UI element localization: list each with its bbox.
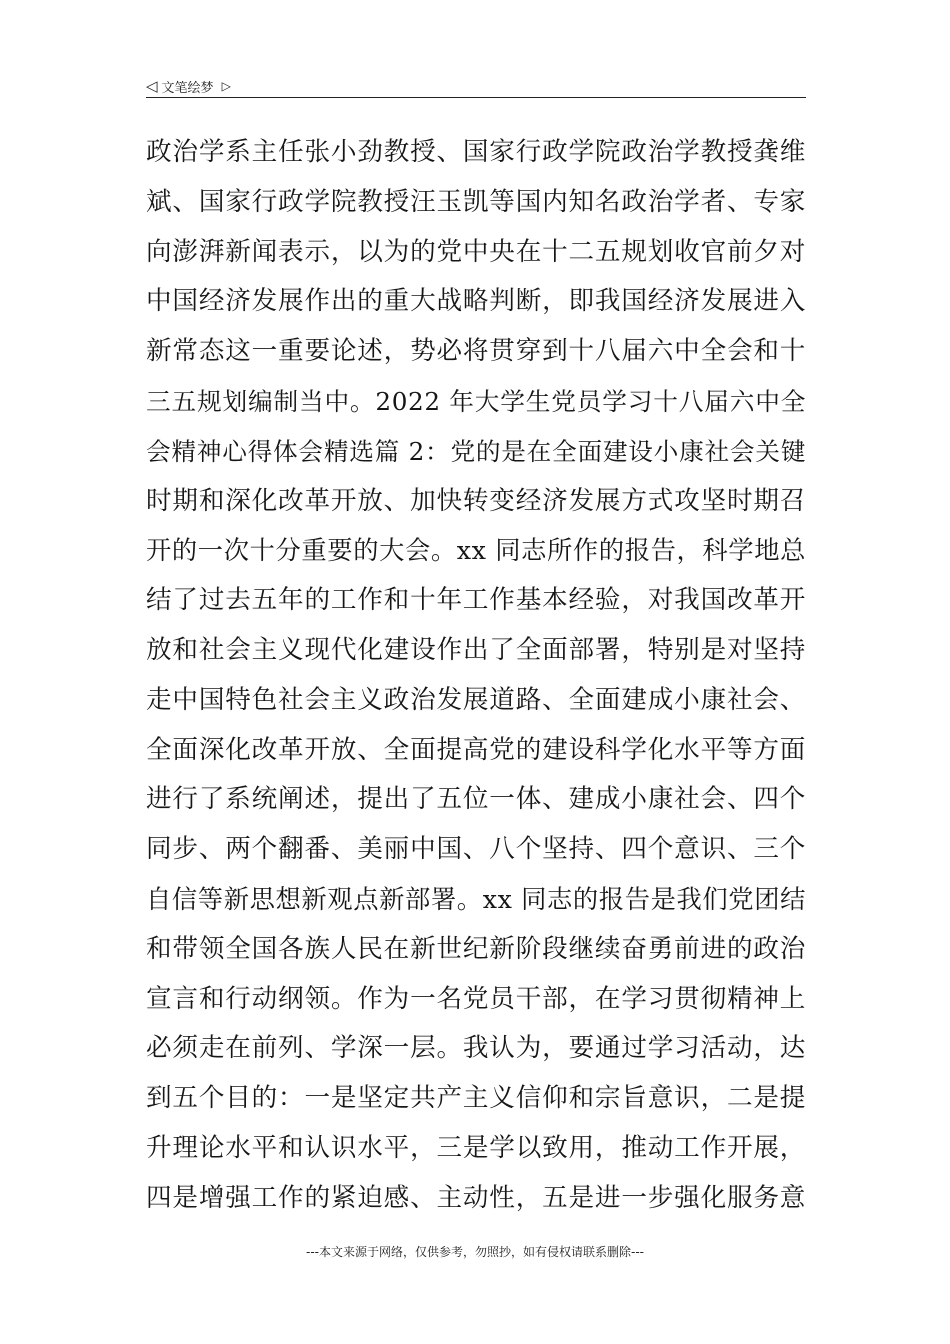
body-line: 走中国特色社会主义政治发展道路、全面建成小康社会、 [146, 684, 806, 715]
left-triangle-icon: ◁ [146, 76, 158, 95]
body-line: 结了过去五年的工作和十年工作基本经验，对我国改革开 [146, 585, 806, 616]
header-divider [146, 97, 806, 98]
body-line: 必须走在前列、学深一层。我认为，要通过学习活动，达 [146, 1033, 806, 1064]
body-line: 会精神心得体会精选篇 2：党的是在全面建设小康社会关键 [146, 436, 806, 466]
body-line: 到五个目的：一是坚定共产主义信仰和宗旨意识，二是提 [146, 1083, 806, 1114]
body-line: 政治学系主任张小劲教授、国家行政学院政治学教授龚维 [146, 137, 806, 167]
page-footer: ---本文来源于网络，仅供参考，勿照抄，如有侵权请联系删除--- [306, 1245, 644, 1259]
page-header [146, 74, 806, 98]
body-line: 同步、两个翻番、美丽中国、八个坚持、四个意识、三个 [146, 834, 806, 865]
body-line: 进行了系统阐述，提出了五位一体、建成小康社会、四个 [146, 784, 806, 815]
body-line: 和带领全国各族人民在新世纪新阶段继续奋勇前进的政治 [146, 933, 806, 964]
body-line: 放和社会主义现代化建设作出了全面部署，特别是对坚持 [146, 634, 806, 665]
body-line: 斌、国家行政学院教授汪玉凯等国内知名政治学者、专家 [146, 186, 806, 217]
right-triangle-icon: ▷ [221, 79, 231, 93]
body-line: 全面深化改革开放、全面提高党的建设科学化水平等方面 [146, 734, 806, 765]
body-line: 自信等新思想新观点新部署。xx 同志的报告是我们党团结 [146, 884, 806, 914]
body-line: 新常态这一重要论述，势必将贯穿到十八届六中全会和十 [146, 336, 806, 367]
body-line: 向澎湃新闻表示，以为的党中央在十二五规划收官前夕对 [146, 236, 806, 267]
body-line: 四是增强工作的紧迫感、主动性，五是进一步强化服务意 [146, 1182, 806, 1213]
body-line: 升理论水平和认识水平，三是学以致用，推动工作开展， [146, 1132, 806, 1163]
body-line: 时期和深化改革开放、加快转变经济发展方式攻坚时期召 [146, 485, 806, 516]
body-line: 三五规划编制当中。2022 年大学生党员学习十八届六中全 [146, 386, 806, 416]
body-line: 开的一次十分重要的大会。xx 同志所作的报告，科学地总 [146, 536, 806, 566]
body-line: 中国经济发展作出的重大战略判断，即我国经济发展进入 [146, 286, 806, 317]
body-line: 宣言和行动纲领。作为一名党员干部，在学习贯彻精神上 [146, 983, 806, 1014]
document-body [146, 128, 806, 1224]
header-title: 文笔绘梦 [161, 80, 214, 96]
